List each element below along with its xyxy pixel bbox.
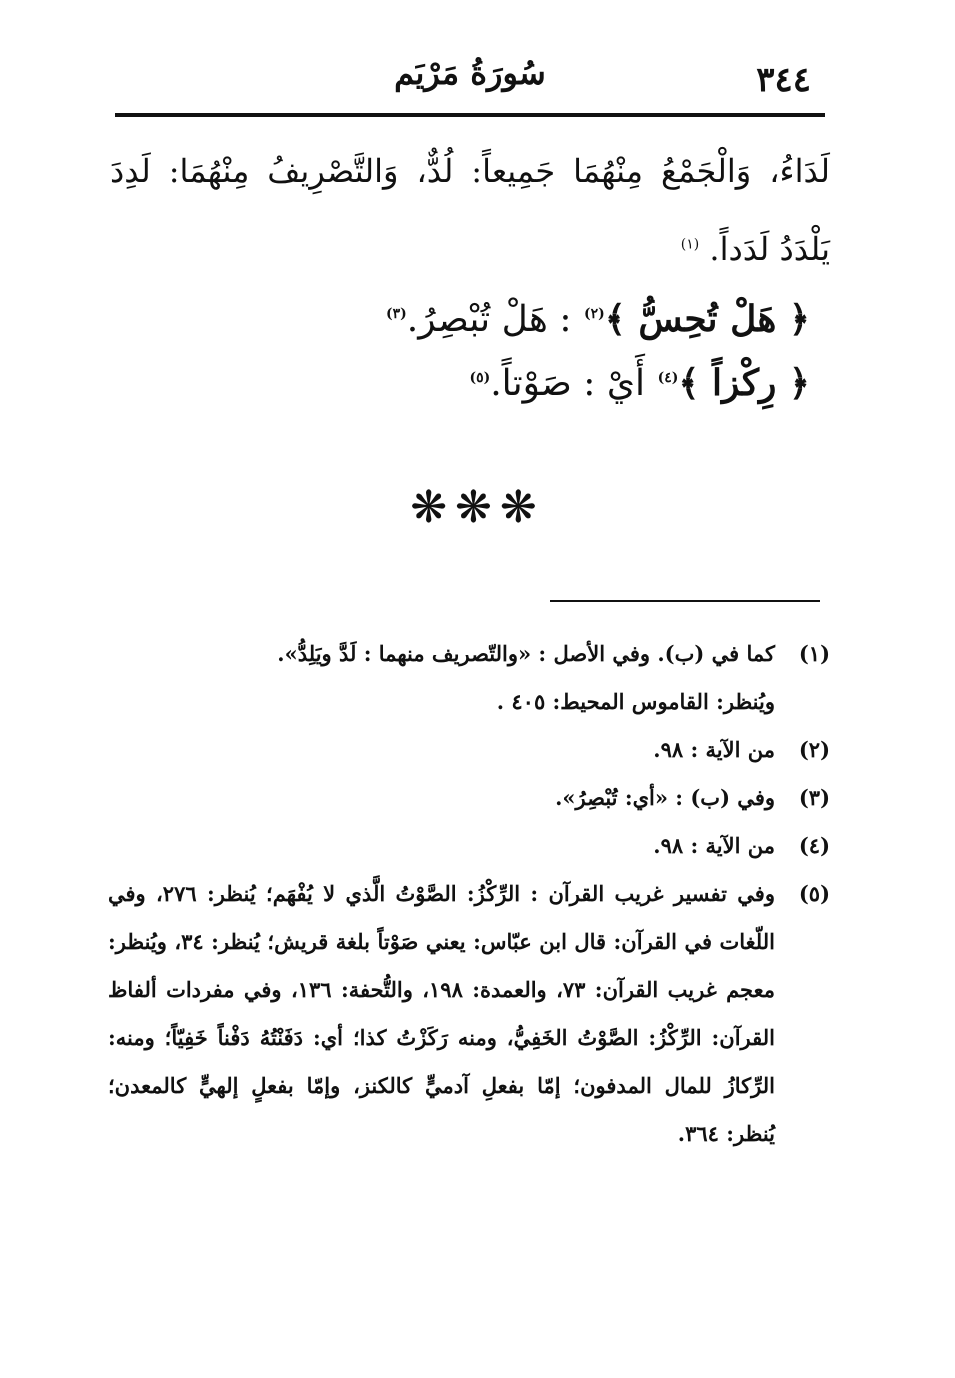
footnote-number: (١) xyxy=(798,641,830,666)
footnote-ref: (٣) xyxy=(386,306,407,322)
footnote xyxy=(108,870,830,1158)
footnote-ref: (٤) xyxy=(657,370,679,386)
footnote xyxy=(108,630,830,726)
footnote-number: (٣) xyxy=(798,785,830,810)
footnote-continuation: ويُنظر: القاموس المحيط: ٤٠٥ . xyxy=(496,689,775,714)
footnote-text: وفي تفسير غريب القرآن : الرِّكْزُ: الصَّوْتُ الَّذي لا يُفْهَم؛ يُنظر: ٢٧٦، وفي اللّغات في القرآن: قال ابن عبّاس: يعني صَوْتاً بلغة قريش؛ يُنظر: ٣٤، ويُنظر: معجم غريب القرآن: ٧٣، والعمدة: ١٩٨، والتُّحفة: ١٣٦، وفي مفردات ألفاظ القرآن: الرِّكْزُ: الصَّوْتُ الخَفِيُّ، ومنه رَكَزْتُ كذا؛ أي: دَفَنْتُهُ دَفْناً خَفِيّاً؛ ومنه: الرِّكازُ للمال المدفون؛ إمّا بفعلِ آدميٍّ كالكنز، وإمّا بفعلٍ إلهيٍّ كالمعدن؛ يُنظر: ٣٦٤. xyxy=(108,881,775,1146)
header-rule xyxy=(115,113,825,117)
paragraph-text: لَدَاءُ، وَالْجَمْعُ مِنْهُمَا جَمِيعاً: لُدٌّ، وَالتَّصْرِيفُ مِنْهُمَا: لَدِدَ يَلْدَدُ لَدَداً. xyxy=(110,152,830,268)
verse-entry xyxy=(200,362,810,404)
verse-explanation: : هَلْ تُبْصِرُ. xyxy=(406,299,572,340)
footnote-text: وفي (ب) : «أي: تُبْصِرُ». xyxy=(555,785,775,810)
verse-explanation: أَيْ : صَوْتاً. xyxy=(490,363,646,404)
footnote-number: (٤) xyxy=(798,833,830,858)
footnote-rule xyxy=(550,600,820,602)
footnote-number: (٢) xyxy=(798,737,830,762)
page-number: ٣٤٤ xyxy=(756,60,811,100)
main-paragraph xyxy=(110,132,830,288)
footnote xyxy=(108,774,830,822)
footnote xyxy=(108,822,830,870)
verse-entry xyxy=(200,298,810,340)
footnotes xyxy=(108,630,830,1158)
footnote-ref: (٥) xyxy=(469,370,491,386)
running-title: سُورَةُ مَرْيَم xyxy=(394,54,546,92)
footnote-text: كما في (ب). وفي الأصل : «والتّصريف منهما : لَدَّ ويَلِدُّ». xyxy=(277,641,775,666)
footnote-ref: (١) xyxy=(680,236,700,253)
footnote-text: من الآية : ٩٨. xyxy=(653,737,775,762)
page-header xyxy=(115,52,825,108)
section-divider: ❋❋❋ xyxy=(410,482,545,533)
footnote xyxy=(108,726,830,774)
footnote-text: من الآية : ٩٨. xyxy=(653,833,775,858)
quran-quote: ﴿ هَلْ تُحِسُّ ﴾ xyxy=(604,298,810,340)
footnote-number: (٥) xyxy=(798,881,830,906)
quran-quote: ﴿ رِكْزاً ﴾ xyxy=(678,362,810,404)
footnote-ref: (٢) xyxy=(584,306,605,322)
